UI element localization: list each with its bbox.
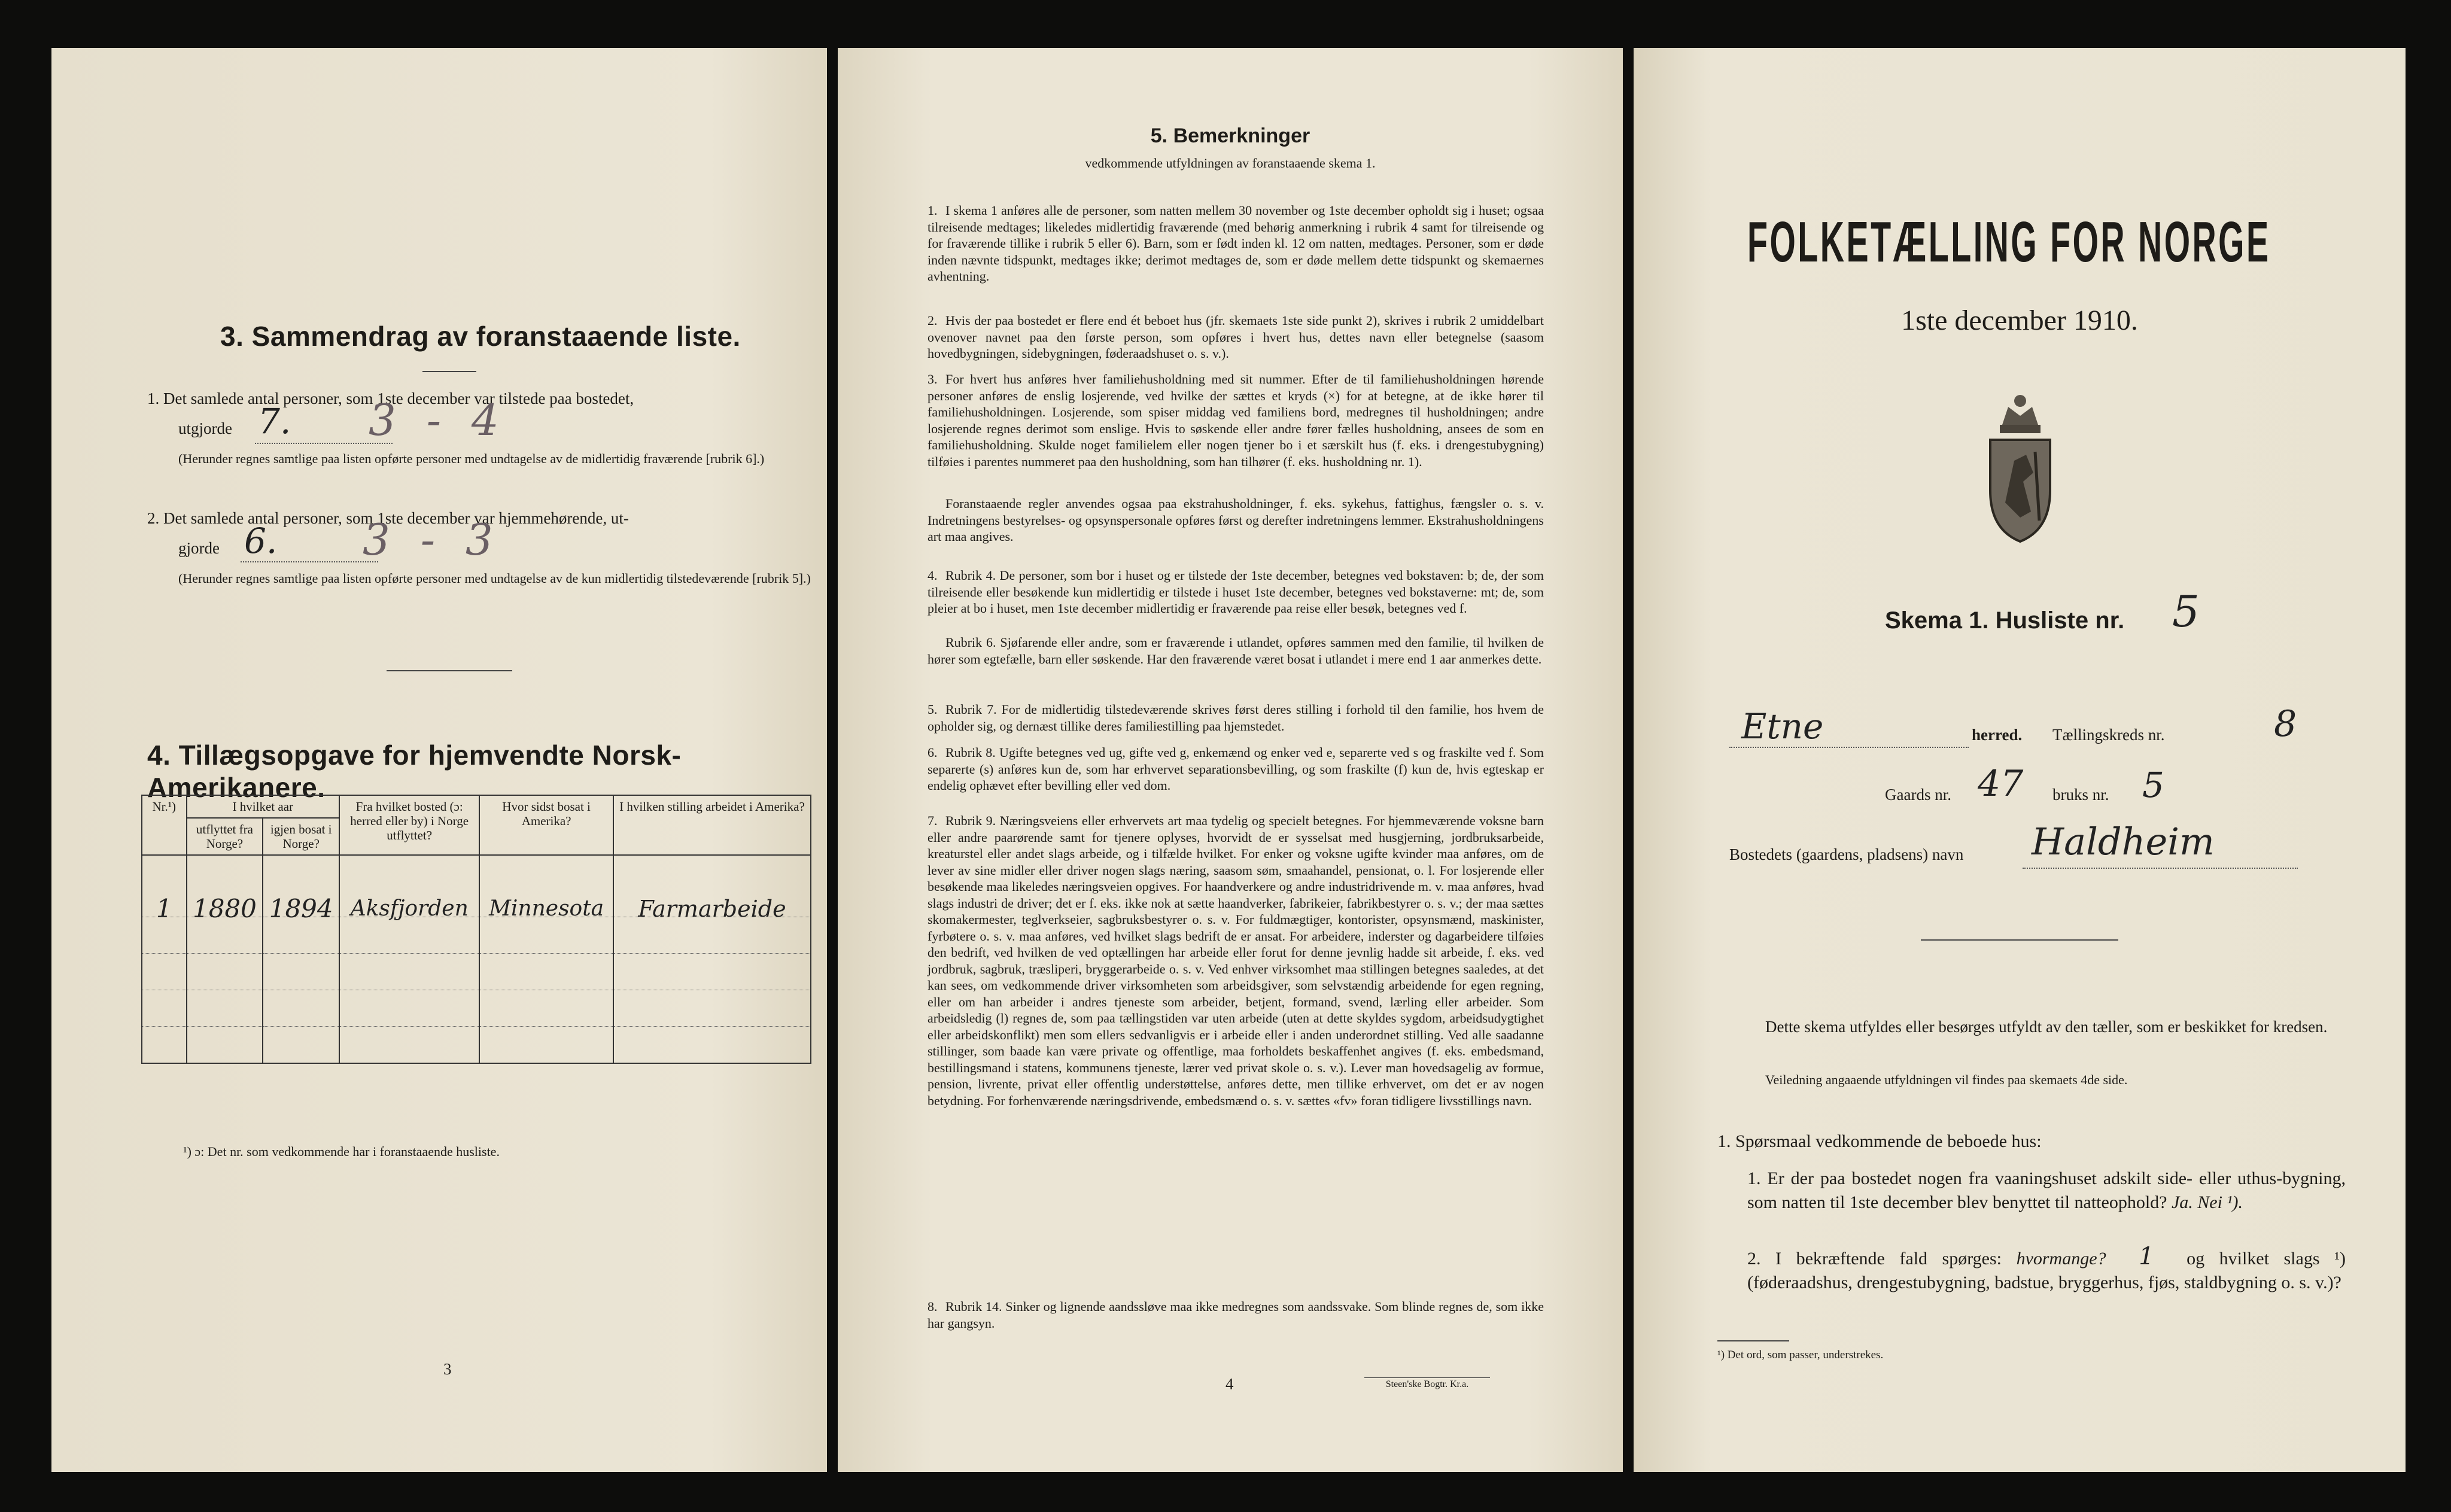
item1-pencil: 3 - 4 — [369, 395, 507, 445]
item2-text: 2. Det samlede antal personer, som 1ste december var hjemmehørende, ut- — [147, 509, 629, 527]
norway-coat-of-arms-icon — [1966, 383, 2074, 553]
skema-label: Skema 1. Husliste nr. — [1885, 607, 2125, 634]
item2-pencil: 3 - 3 — [363, 515, 501, 565]
remark-3: 3. For hvert hus anføres hver familiehusholdning med sit nummer. Efter de til familiehusholdningen hørende personer anføres de enslig losjerende, ved hvilke der sættes et kryds (×) for at betegne, at de ikke hører til familiehusholdningen. Losjerende, som spiser middag ved familiens bord, medregnes til husholdningen; andre losjerende regnes derimot som enslige. Hvis to søskende eller andre fører fælles husholdning, ansees de som en familiehusholdning. Skulde noget familielem eller nogen tjener bo i et særskilt hus (f. eks. i drengestubygning) tilføies i parentes nummeret paa den husholdning, som han tilhører (f. eks. husholdning nr. 1). — [928, 372, 1544, 469]
page-left — [51, 48, 827, 1472]
page-middle — [838, 48, 1623, 1472]
herred-label: herred. — [1972, 726, 2023, 744]
item1-value: 7. — [258, 401, 291, 442]
cell-returned: 1894 — [263, 855, 339, 917]
census-date: 1ste december 1910. — [1901, 305, 2138, 336]
footnote: ¹) Det ord, som passer, understrekes. — [1717, 1349, 1884, 1361]
question-1-answer: Ja. Nei ¹). — [2171, 1192, 2243, 1212]
intro-note: Veiledning angaaende utfyldningen vil findes paa skemaets 4de side. — [1765, 1072, 2128, 1087]
questions-header: 1. Spørsmaal vedkommende de beboede hus: — [1717, 1131, 2042, 1151]
page-right — [1634, 48, 2406, 1472]
ornament-divider — [1921, 939, 2118, 941]
col-returned: igjen bosat i Norge? — [263, 818, 339, 855]
printer-mark: Steen'ske Bogtr. Kr.a. — [1364, 1377, 1490, 1390]
question-2-text: 2. I bekræftende fald spørges: — [1747, 1249, 2002, 1268]
footnote-rule — [1717, 1340, 1789, 1341]
remark-6: 6. Rubrik 8. Ugifte betegnes ved ug, gifte ved g, enkemænd og enker ved e, separerte ved s og fraskilte ved f. Som separerte (s) anføres kun de, som har erhvervet separationsbevilling, og som fraskilte (f) kun de, hvis egteskap er endelig ophævet efter bevilling eller ved dom. — [928, 745, 1544, 793]
census-title: FOLKETÆLLING FOR NORGE — [1747, 210, 2271, 274]
remarks-title: 5. Bemerkninger — [1150, 124, 1310, 147]
question-2-value: 1 — [2139, 1243, 2154, 1270]
bruks-label: bruks nr. — [2052, 786, 2109, 804]
cell-nr: 1 — [142, 855, 187, 917]
section3-title: 3. Sammendrag av foranstaaende liste. — [220, 321, 741, 352]
bosted-line — [2023, 868, 2298, 869]
table-row — [142, 855, 811, 917]
item2-utgjorde: gjorde — [178, 539, 220, 557]
table-row — [142, 990, 811, 1027]
cell-emigrated: 1880 — [187, 855, 263, 917]
table-row — [142, 1027, 811, 1064]
col-occupation: I hvilken stilling arbeidet i Amerika? — [613, 795, 811, 855]
item1-text: 1. Det samlede antal personer, som 1ste december var tilstede paa bostedet, — [147, 390, 634, 407]
remark-7: 7. Rubrik 9. Næringsveiens eller erhvervets art maa tydelig og specielt betegnes. For hjemmeværende voksne barn eller andre paarørende samt for tjenere oplyses, hvorvidt de er sysselsat med husgjerning, jordbruksarbeide, kreaturstel eller andet slags arbeide, og i tilfælde hvilket. For enker og voksne ugifte kvinder maa anføres, om de lever av sine midler eller driver nogen slags næring, saasom søm, smaahandel, pensionat, o. l. For losjerende eller besøkende maa likeledes næringsveien opgives. For haandverkere og andre industridrivende m. v. maa anføres, hvad slags industri de driver; det er f. eks. ikke nok at sætte haandverker, fabrikeier, fabrikbestyrer o. s. v.; der maa sættes skomakermester, teglverkseier, sagbruksbestyrer o. s. v. For fuldmægtiger, kontorister, opsynsmænd, maskinister, fyrbøtere o. s. v. maa anføres, ved hvilket slags bedrift de er ansat. For arbeidere, inderster og dagarbeidere tilføies den bedrift, ved hvilken de ved optællingen har arbeide eller forut for denne jevnlig hadde sit arbeide, f. eks. ved jordbruk, sagbruk, træsliperi, bryggerarbeide o. s. v. Ved enhver virksomhet maa stillingen betegnes saaledes, at det kan sees, om vedkommende driver virksomheten som arbeidsgiver, som selvstændig arbeidende for egen regning, eller om han arbeider i andres tjeneste som arbeider, betjent, formand, svend, lærling eller arbeider. Som arbeidsledig (l) regnes de, som paa tællingstiden var uten arbeide (uten at dette skyldes sygdom, arbeidsudygtighet eller arbeidskonflikt) men som ellers sedvanligvis er i arbeide eller i anden underordnet stilling. Ved alle saadanne stillinger, som baade kan være private og offentlige, maa forholdets beskaffenhet angives (f. eks. embedsmand, bestillingsmand i statens, kommunens tjeneste, lærer ved privat skole o. s. v.). Lever man hovedsagelig av formue, pension, livrente, privat eller offentlig understøttelse, anføres dette, men tillike erhvervet, om det er av nogen betydning. For forhenværende næringsdrivende, embedsmænd o. s. v. sættes «fv» foran tidligere livsstillings navn. — [928, 813, 1544, 1108]
remark-2: 2. Hvis der paa bostedet er flere end ét beboet hus (jfr. skemaets 1ste side punkt 2), skrives i rubrik 2 umiddelbart ovenover navnet paa den første person, som opføres i hvert hus, dettes navn eller betegnelse (saasom hovedbygningen, sidebygningen, føderaadshuset o. s. v.). — [928, 313, 1544, 361]
divider — [387, 670, 512, 671]
col-year-group: I hvilket aar — [187, 795, 340, 818]
item2-note: (Herunder regnes samtlige paa listen opførte personer med undtagelse av de kun midlertidig tilstedeværende [rubrik 5].) — [178, 571, 811, 586]
page-number: 3 — [443, 1360, 452, 1378]
remark-1: 1. I skema 1 anføres alle de personer, som natten mellem 30 november og 1ste december opholdt sig i huset; ogsaa tilreisende medtages; likeledes midlertidig fraværende (med behørig anmerkning i rubrik 4 samt for tilreisende og for fraværende tillike i rubrik 5 eller 6). Barn, som er født inden kl. 12 om natten, medtages. Personer, som er døde inden nævnte tidspunkt, medtages ikke; derimot medtages de, som er døde mellem dette tidspunkt og skemaernes avhentning. — [928, 203, 1544, 284]
gaards-value: 47 — [1978, 763, 2024, 805]
question-1 — [1747, 1167, 2346, 1215]
col-nr: Nr.¹) — [142, 795, 187, 855]
col-from-where: Fra hvilket bosted (ɔ: herred eller by) i Norge utflyttet? — [339, 795, 479, 855]
item2-value: 6. — [244, 521, 278, 561]
cell-occupation: Farmarbeide — [613, 855, 811, 917]
intro-text: Dette skema utfyldes eller besørges utfyldt av den tæller, som er beskikket for kredsen. — [1765, 1018, 2328, 1036]
col-last-place: Hvor sidst bosat i Amerika? — [479, 795, 613, 855]
item2-line — [241, 561, 378, 562]
bruks-value: 5 — [2142, 765, 2164, 805]
kreds-value: 8 — [2274, 703, 2297, 745]
remark-5: 5. Rubrik 7. For de midlertidig tilstedeværende skrives først deres stilling i forhold til den familie, hos hvem de opholder sig, og dernæst tillike deres familiestilling paa hjemstedet. — [928, 702, 1544, 734]
question-2 — [1747, 1245, 2346, 1295]
section4-title: 4. Tillægsopgave for hjemvendte Norsk-Amerikanere. — [147, 740, 682, 803]
divider — [422, 371, 476, 372]
page-number: 4 — [1226, 1375, 1234, 1393]
bosted-value: Haldheim — [2032, 820, 2215, 863]
norsk-amerikanere-table — [141, 795, 811, 1064]
footnote: ¹) ɔ: Det nr. som vedkommende har i foranstaaende husliste. — [183, 1144, 500, 1159]
question-1-text: 1. Er der paa bostedet nogen fra vaaningshuset adskilt side- eller uthus-bygning, som natten til 1ste december blev benyttet til natteophold? — [1747, 1169, 2346, 1212]
herred-value: Etne — [1741, 706, 1824, 747]
remark-4b: Rubrik 6. Sjøfarende eller andre, som er fraværende i utlandet, opføres sammen med den familie, til hvilken de hører som egtefælle, barn eller søskende. Har den fraværende været bosat i utlandet i mere end 1 aar anmerkes dette. — [928, 635, 1544, 667]
question-2-rest: og hvilket slags ¹) (føderaadshus, drengestubygning, badstue, bryggerhus, fjøs, staldbygning o. s. v.)? — [1747, 1249, 2346, 1292]
husliste-nr: 5 — [2172, 586, 2200, 637]
question-2-hvormange: hvormange? — [2016, 1249, 2106, 1268]
remark-3b: Foranstaaende regler anvendes ogsaa paa ekstrahusholdninger, f. eks. sykehus, fattighus, fængsler o. s. v. Indretningens bestyrelses- og opsynspersonale opføres først og derefter indretningens lemmer. Ekstrahusholdningens art maa angives. — [928, 496, 1544, 544]
remark-8: 8. Rubrik 14. Sinker og lignende aandssløve maa ikke medregnes som aandssvake. Som blinde regnes de, som ikke har gangsyn. — [928, 1299, 1544, 1331]
cell-from-where: Aksfjorden — [339, 855, 479, 917]
remark-4: 4. Rubrik 4. De personer, som bor i huset og er tilstede der 1ste december, betegnes ved bokstaven: b; de, der som tilreisende eller besøkende kun midlertidig er tilstede i huset 1ste december, betegnes ved bokstaverne: mt; de, som pleier at bo i huset, men 1ste december midlertidig er fraværende paa reise eller besøk, betegnes ved f. — [928, 568, 1544, 616]
item1-note: (Herunder regnes samtlige paa listen opførte personer med undtagelse av de midlertidig fraværende [rubrik 6].) — [178, 451, 765, 466]
item1-utgjorde: utgjorde — [178, 419, 232, 437]
remarks-subtitle: vedkommende utfyldningen av foranstaaende skema 1. — [1085, 156, 1376, 171]
gaards-label: Gaards nr. — [1885, 786, 1951, 804]
table-row — [142, 954, 811, 990]
cell-last-place: Minnesota — [479, 855, 613, 917]
kreds-label: Tællingskreds nr. — [2052, 726, 2165, 744]
col-emigrated: utflyttet fra Norge? — [187, 818, 263, 855]
herred-line — [1729, 747, 1969, 748]
bosted-label: Bostedets (gaardens, pladsens) navn — [1729, 845, 1964, 863]
